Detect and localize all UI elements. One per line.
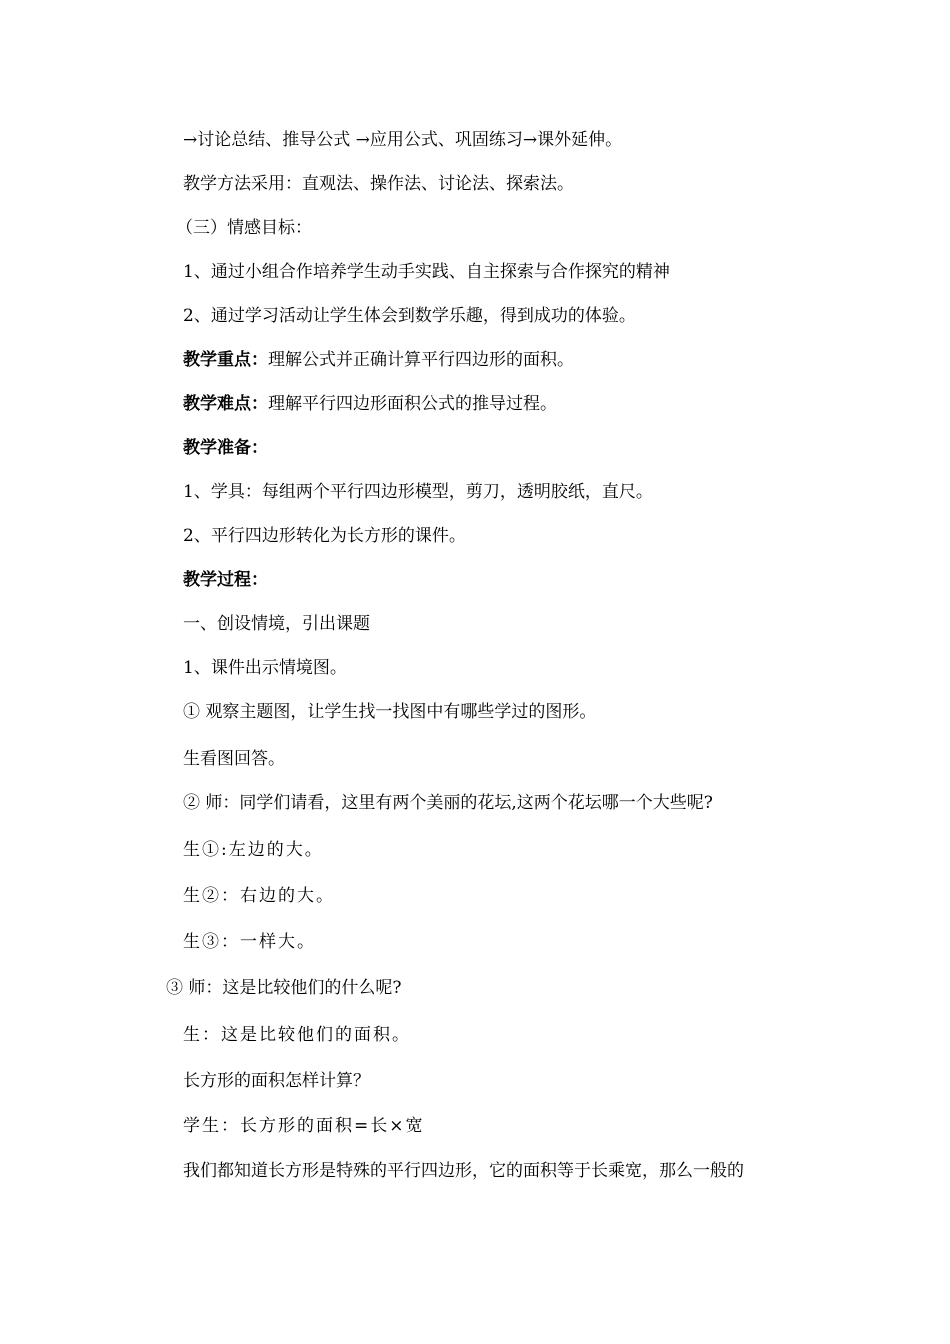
difficulty-text: 理解平行四边形面积公式的推导过程。 [268,394,557,414]
process-line-4: 生看图回答。 [183,749,285,769]
preparation-heading: 教学准备： [183,438,268,458]
process-line-3: ① 观察主题图，让学生找一找图中有哪些学过的图形。 [183,702,597,722]
difficulty-label: 教学难点： [183,394,268,414]
difficulty-paragraph [183,392,557,416]
text-line-process-flow: →讨论总结、推导公式 →应用公式、巩固练习→课外延伸。 [183,130,623,150]
process-line-11: 长方形的面积怎样计算？ [183,1071,370,1091]
process-line-2: 1、课件出示情境图。 [183,658,347,678]
process-line-6: 生①:左边的大。 [183,840,324,860]
preparation-item-1: 1、学具：每组两个平行四边形模型，剪刀，透明胶纸，直尺。 [183,482,653,502]
key-point-paragraph [183,348,574,372]
process-line-7: 生②：右边的大。 [183,886,335,906]
process-line-1: 一、创设情境，引出课题 [183,614,370,634]
list-item-goal-1: 1、通过小组合作培养学生动手实践、自主探索与合作探究的精神 [183,262,670,282]
process-line-8: 生③：一样大。 [183,932,316,952]
process-line-12: 学生：长方形的面积=长×宽 [183,1116,425,1136]
text-line-teaching-methods: 教学方法采用：直观法、操作法、讨论法、探索法。 [183,174,574,194]
key-point-text: 理解公式并正确计算平行四边形的面积。 [268,350,574,370]
process-heading: 教学过程： [183,570,268,590]
section-heading-emotional-goals: （三）情感目标： [176,218,312,238]
process-line-5: ② 师：同学们请看，这里有两个美丽的花坛,这两个花坛哪一个大些呢? [183,793,713,813]
process-line-9: ③ 师：这是比较他们的什么呢? [166,978,402,998]
process-line-13: 我们都知道长方形是特殊的平行四边形，它的面积等于长乘宽，那么一般的 [183,1161,744,1181]
process-line-10: 生：这是比较他们的面积。 [183,1025,411,1045]
preparation-item-2: 2、平行四边形转化为长方形的课件。 [183,526,466,546]
key-point-label: 教学重点： [183,350,268,370]
list-item-goal-2: 2、通过学习活动让学生体会到数学乐趣，得到成功的体验。 [183,306,636,326]
